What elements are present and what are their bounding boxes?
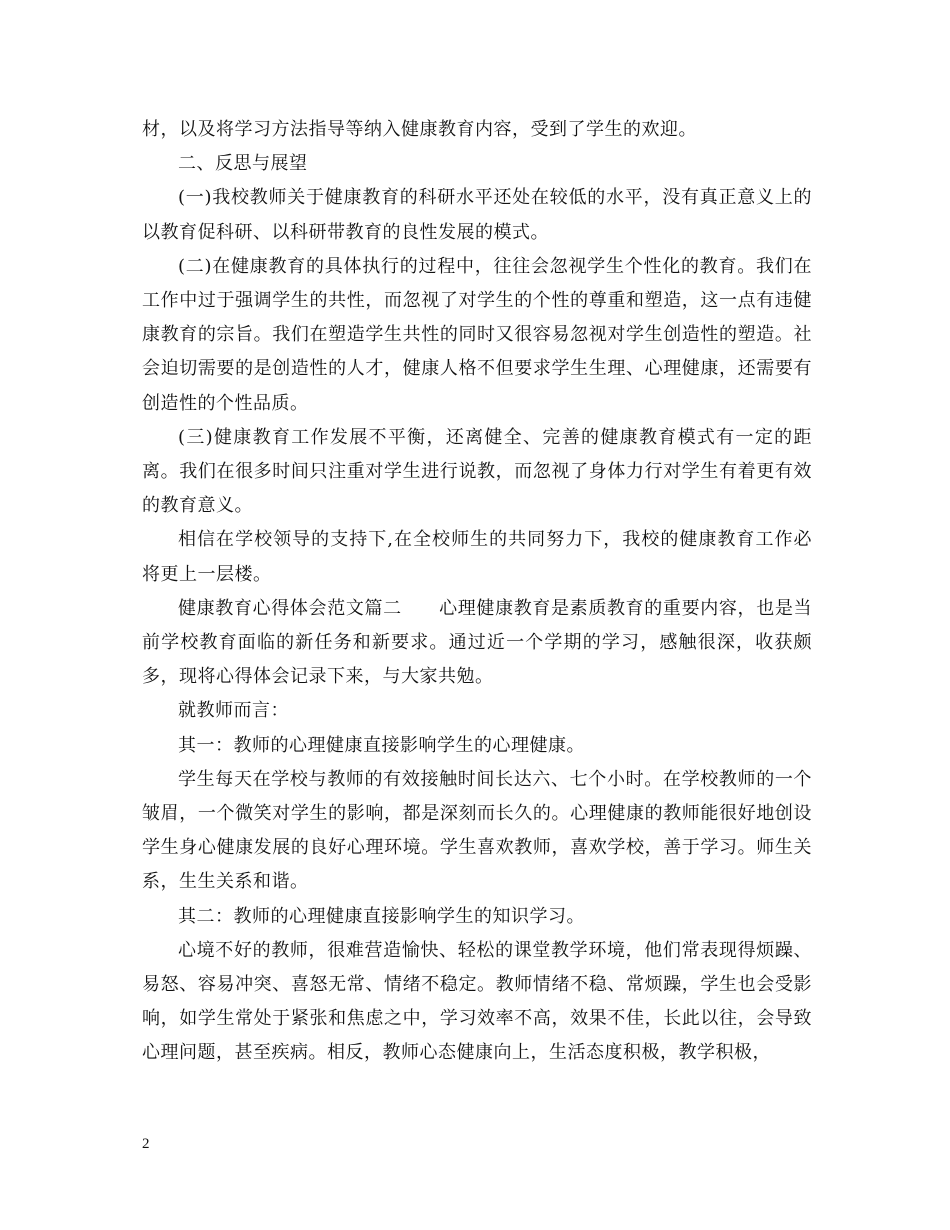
page-number: 2 — [142, 1136, 150, 1152]
paragraph-conclusion: 相信在学校领导的支持下,在全校师生的共同努力下，我校的健康教育工作必将更上一层楼。 — [142, 529, 812, 585]
paragraph-point-one: (一)我校教师关于健康教育的科研水平还处在较低的水平，没有真正意义上的以教育促科研、以科研带教育的良性发展的模式。 — [142, 187, 812, 243]
paragraph-teacher-perspective: 就教师而言： — [178, 700, 289, 722]
paragraph-point-two: (二)在健康教育的具体执行的过程中，往往会忽视学生个性化的教育。我们在工作中过于强调学生的共性，而忽视了对学生的个性的尊重和塑造，这一点有违健康教育的宗旨。我们在塑造学生共性的同时又很容易忽视对学生创造性的塑造。社会迫切需要的是创造性的人才，健康人格不但要求学生生理、心理健康，还需要有创造性的个性品质。 — [142, 255, 812, 414]
paragraph-first-point: 其一：教师的心理健康直接影响学生的心理健康。 — [178, 734, 585, 756]
section-heading-reflection: 二、反思与展望 — [178, 153, 308, 175]
paragraph-second-point: 其二：教师的心理健康直接影响学生的知识学习。 — [178, 905, 585, 927]
paragraph-continuation: 材，以及将学习方法指导等纳入健康教育内容，受到了学生的欢迎。 — [142, 119, 697, 140]
paragraph-first-point-detail: 学生每天在学校与教师的有效接触时间长达六、七个小时。在学校教师的一个皱眉，一个微笑对学生的影响，都是深刻而长久的。心理健康的教师能很好地创设学生身心健康发展的良好心理环境。学生喜欢教师，喜欢学校，善于学习。师生关系，生生关系和谐。 — [142, 768, 812, 893]
paragraph-point-three: (三)健康教育工作发展不平衡，还离健全、完善的健康教育模式有一定的距离。我们在很多时间只注重对学生进行说教，而忽视了身体力行对学生有着更有效的教育意义。 — [142, 426, 812, 517]
document-body — [142, 113, 812, 1071]
paragraph-article-two-intro: 健康教育心得体会范文篇二 心理健康教育是素质教育的重要内容，也是当前学校教育面临的新任务和新要求。通过近一个学期的学习，感触很深，收获颇多，现将心得体会记录下来，与大家共勉。 — [142, 597, 812, 688]
paragraph-second-point-detail: 心境不好的教师，很难营造愉快、轻松的课堂教学环境，他们常表现得烦躁、易怒、容易冲突、喜怒无常、情绪不稳定。教师情绪不稳、常烦躁，学生也会受影响，如学生常处于紧张和焦虑之中，学习效率不高，效果不佳，长此以往，会导致心理问题，甚至疾病。相反，教师心态健康向上，生活态度积极，教学积极， — [142, 939, 812, 1064]
